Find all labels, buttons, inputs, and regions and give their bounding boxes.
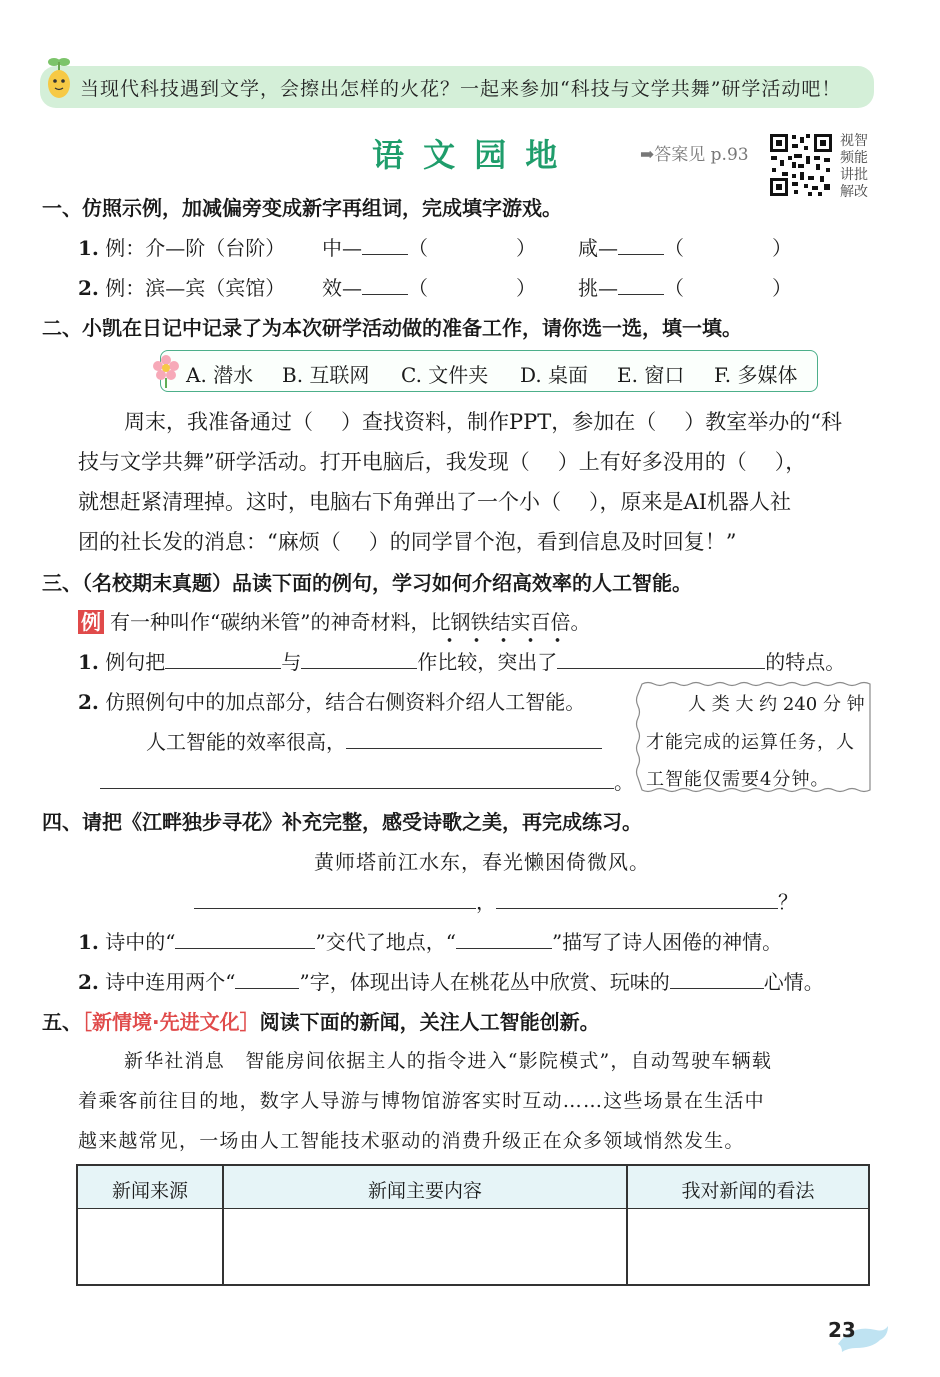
page-number: 23 <box>828 1318 856 1342</box>
q4-item-1: 1. 诗中的“ ”交代了地点，“ ”描写了诗人困倦的神情。 <box>78 926 782 955</box>
sprout-mascot-icon <box>44 54 74 102</box>
page-title: 语 文 园 地 <box>372 136 562 174</box>
fill-blank[interactable] <box>235 967 299 989</box>
option-f[interactable]: F. 多媒体 <box>714 363 798 387</box>
qr-code-icon[interactable] <box>768 132 834 198</box>
section-3-heading: 三、（名校期末真题）品读下面的例句，学习如何介绍高效率的人工智能。 <box>42 571 692 595</box>
table-cell-content[interactable] <box>224 1210 626 1284</box>
option-b[interactable]: B. 互联网 <box>282 363 370 387</box>
note-line-3: 工智能仅需要4分钟。 <box>646 769 830 790</box>
section-1-heading: 一、仿照示例，加减偏旁变成新字再组词，完成填字游戏。 <box>42 196 562 220</box>
passage-line-1: 周末，我准备通过（ ）查找资料，制作PPT，参加在（ ）教室举办的“科 <box>124 410 843 434</box>
fill-blank[interactable] <box>618 233 664 255</box>
news-line-3: 越来越常见，一场由人工智能技术驱动的消费升级正在众多领域悄然发生。 <box>78 1130 745 1152</box>
fill-blank[interactable] <box>456 927 552 949</box>
q1-row-2: 2. 例：滨—宾（宾馆） <box>78 276 286 300</box>
answer-line[interactable] <box>496 887 778 909</box>
q1-row-2-item-2: 挑— （ ） <box>578 272 792 301</box>
news-line-1: 新华社消息 智能房间依据主人的指令进入“影院模式”，自动驾驶车辆载 <box>124 1050 773 1072</box>
fill-blank[interactable] <box>618 273 664 295</box>
note-line-2: 才能完成的运算任务，人 <box>646 732 855 753</box>
passage-line-4: 团的社长发的消息：“麻烦（ ）的同学冒个泡，看到信息及时回复！” <box>78 530 737 554</box>
example-sentence: 例 有一种叫作“碳纳米管”的神奇材料，比钢铁结实百倍。 <box>78 606 590 635</box>
example-tag: 例 <box>78 610 104 634</box>
q3-item-1: 1. 例句把 与 作比较，突出了 的特点。 <box>78 646 845 675</box>
section-2-heading: 二、小凯在日记中记录了为本次研学活动做的准备工作，请你选一选，填一填。 <box>42 316 742 340</box>
poem-line: 黄师塔前江水东，春光懒困倚微风。 <box>314 850 650 874</box>
fill-blank[interactable] <box>165 647 281 669</box>
section-5-heading: 五、［新情境·先进文化］阅读下面的新闻，关注人工智能创新。 <box>42 1010 600 1034</box>
fill-blank[interactable] <box>175 927 315 949</box>
q1-row-1-item-2: 咸— （ ） <box>578 232 792 261</box>
poem-answer-line: ， ？ <box>194 886 798 915</box>
news-line-2: 着乘客前往目的地，数字人导游与博物馆游客实时互动……这些场景在生活中 <box>78 1090 765 1112</box>
option-d[interactable]: D. 桌面 <box>520 363 589 387</box>
table-cell-source[interactable] <box>78 1210 222 1284</box>
section-tag: ［新情境·先进文化］ <box>82 1010 260 1034</box>
q3-answer-line-1: 人工智能的效率很高， <box>146 726 602 755</box>
news-table <box>76 1164 870 1286</box>
fill-blank[interactable] <box>362 273 408 295</box>
table-header-opinion: 我对新闻的看法 <box>681 1180 815 1202</box>
banner-text: 当现代科技遇到文学，会擦出怎样的火花？一起来参加“科技与文学共舞”研学活动吧！ <box>80 78 842 100</box>
answer-line[interactable] <box>100 767 614 789</box>
q1-row-1: 1. 例：介—阶（台阶） <box>78 236 286 260</box>
flower-icon <box>152 354 180 388</box>
answer-reference: ➡答案见 p.93 <box>640 145 749 165</box>
fill-blank[interactable] <box>362 233 408 255</box>
q4-item-2: 2. 诗中连用两个“ ”字，体现出诗人在桃花丛中欣赏、玩味的 心情。 <box>78 966 824 995</box>
fill-blank[interactable] <box>557 647 765 669</box>
q1-row-2-item-1: 效— （ ） <box>322 272 536 301</box>
table-cell-opinion[interactable] <box>628 1210 868 1284</box>
q3-item-2: 2. 仿照例句中的加点部分，结合右侧资料介绍人工智能。 <box>78 690 586 714</box>
fill-blank[interactable] <box>301 647 417 669</box>
table-header-source: 新闻来源 <box>111 1180 188 1202</box>
dotted-emphasis: 比钢铁结实百倍 <box>430 606 570 635</box>
passage-line-2: 技与文学共舞”研学活动。打开电脑后，我发现（ ）上有好多没用的（ ）， <box>78 450 807 474</box>
arrow-right-icon: ➡ <box>640 145 655 165</box>
option-c[interactable]: C. 文件夹 <box>401 363 489 387</box>
passage-line-3: 就想赶紧清理掉。这时，电脑右下角弹出了一个小（ ），原来是AI机器人社 <box>78 490 791 514</box>
fill-blank[interactable] <box>670 967 764 989</box>
q3-answer-line-2: 。 <box>100 766 634 795</box>
option-a[interactable]: A. 潜水 <box>186 363 254 387</box>
section-4-heading: 四、请把《江畔独步寻花》补充完整，感受诗歌之美，再完成练习。 <box>42 810 642 834</box>
table-header-content: 新闻主要内容 <box>367 1180 482 1202</box>
option-e[interactable]: E. 窗口 <box>617 363 685 387</box>
answer-line[interactable] <box>346 727 602 749</box>
q1-row-1-item-1: 中— （ ） <box>322 232 536 261</box>
qr-caption: 视智 频能 讲批 解改 <box>840 133 868 200</box>
answer-line[interactable] <box>194 887 476 909</box>
note-line-1: 人 类 大 约 240 分 钟 <box>688 694 865 715</box>
